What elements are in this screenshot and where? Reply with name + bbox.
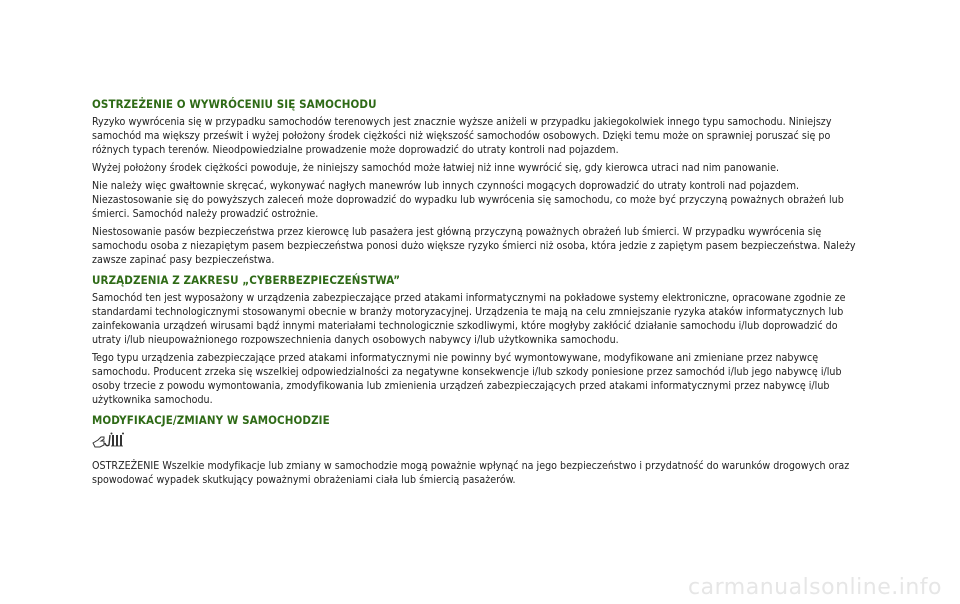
section-modifications <box>92 413 862 487</box>
section-rollover-warning <box>92 97 862 267</box>
paragraph: OSTRZEŻENIE Wszelkie modyfikacje lub zmiany w samochodzie mogą poważnie wpłynąć na jego bezpieczeństwo i przydatność do warunków drogowych oraz spowodować wypadek skutkujący poważnymi obrażeniami ciała lub śmiercią pasażerów. <box>92 460 850 486</box>
paragraph: Tego typu urządzenia zabezpieczające przed atakami informatycznymi nie powinny być wymontowywane, modyfikowane ani zmieniane przez nabywcę samochodu. Producent zrzeka się wszelkiej odpowiedzialności za negatywne konsekwencje i/lub szkody poniesione przez samochód i/lub jego nabywcę i/lub osoby trzecie z powodu wymontowania, zmodyfikowania lub zmienienia urządzeń zabezpieczających przed atakami informatycznymi przez nabywcę i/lub użytkownika samochodu. <box>92 352 842 406</box>
hand-with-jeep-logo-icon <box>92 431 128 449</box>
section-cybersecurity <box>92 273 862 407</box>
section-heading: MODYFIKACJE/ZMIANY W SAMOCHODZIE <box>92 413 330 427</box>
paragraph: Wyżej położony środek ciężkości powoduje, że niniejszy samochód może łatwiej niż inne wywrócić się, gdy kierowca utraci nad nim panowanie. <box>92 162 780 174</box>
paragraph: Samochód ten jest wyposażony w urządzenia zabezpieczające przed atakami informatycznymi na pokładowe systemy elektroniczne, opracowane zgodnie ze standardami technologicznymi stosowanymi obecnie w branży motoryzacyjnej. Urządzenia te mają na celu zmniejszanie ryzyka ataków informatycznych lub zainfekowania urządzeń wirusami bądź innymi materiałami technologicznie szkodliwymi, które mogłyby zakłócić działanie samochodu i/lub doprowadzić do utraty i/lub nieupoważnionego rozpowszechnienia danych osobowych nabywcy i/lub użytkownika samochodu. <box>92 292 846 346</box>
paragraph: Niestosowanie pasów bezpieczeństwa przez kierowcę lub pasażera jest główną przyczyną poważnych obrażeń lub śmierci. W przypadku wywrócenia się samochodu osoba z niezapiętym pasem bezpieczeństwa ponosi dużo większe ryzyko śmierci niż osoba, która jedzie z zapiętym pasem bezpieczeństwa. Należy zawsze zapinać pasy bezpieczeństwa. <box>92 226 856 266</box>
watermark: carmanualsonline.info <box>688 575 942 600</box>
section-heading: URZĄDZENIA Z ZAKRESU „CYBERBEZPIECZEŃSTWA” <box>92 273 401 287</box>
manual-page-content <box>92 97 862 493</box>
paragraph: Ryzyko wywrócenia się w przypadku samochodów terenowych jest znacznie wyższe aniżeli w przypadku jakiegokolwiek innego typu samochodu. Niniejszy samochód ma większy prześwit i wyżej położony środek ciężkości niż większość samochodów osobowych. Dzięki temu może on sprawniej poruszać się po różnych typach terenów. Nieodpowiedzialne prowadzenie może doprowadzić do utraty kontroli nad pojazdem. <box>92 116 832 156</box>
paragraph: Nie należy więc gwałtownie skręcać, wykonywać nagłych manewrów lub innych czynności mogących doprowadzić do utraty kontroli nad pojazdem. Niezastosowanie się do powyższych zaleceń może doprowadzić do wypadku lub wywrócenia się samochodu, co może być przyczyną poważnych obrażeń lub śmierci. Samochód należy prowadzić ostrożnie. <box>92 180 844 220</box>
section-heading: OSTRZEŻENIE O WYWRÓCENIU SIĘ SAMOCHODU <box>92 97 377 111</box>
